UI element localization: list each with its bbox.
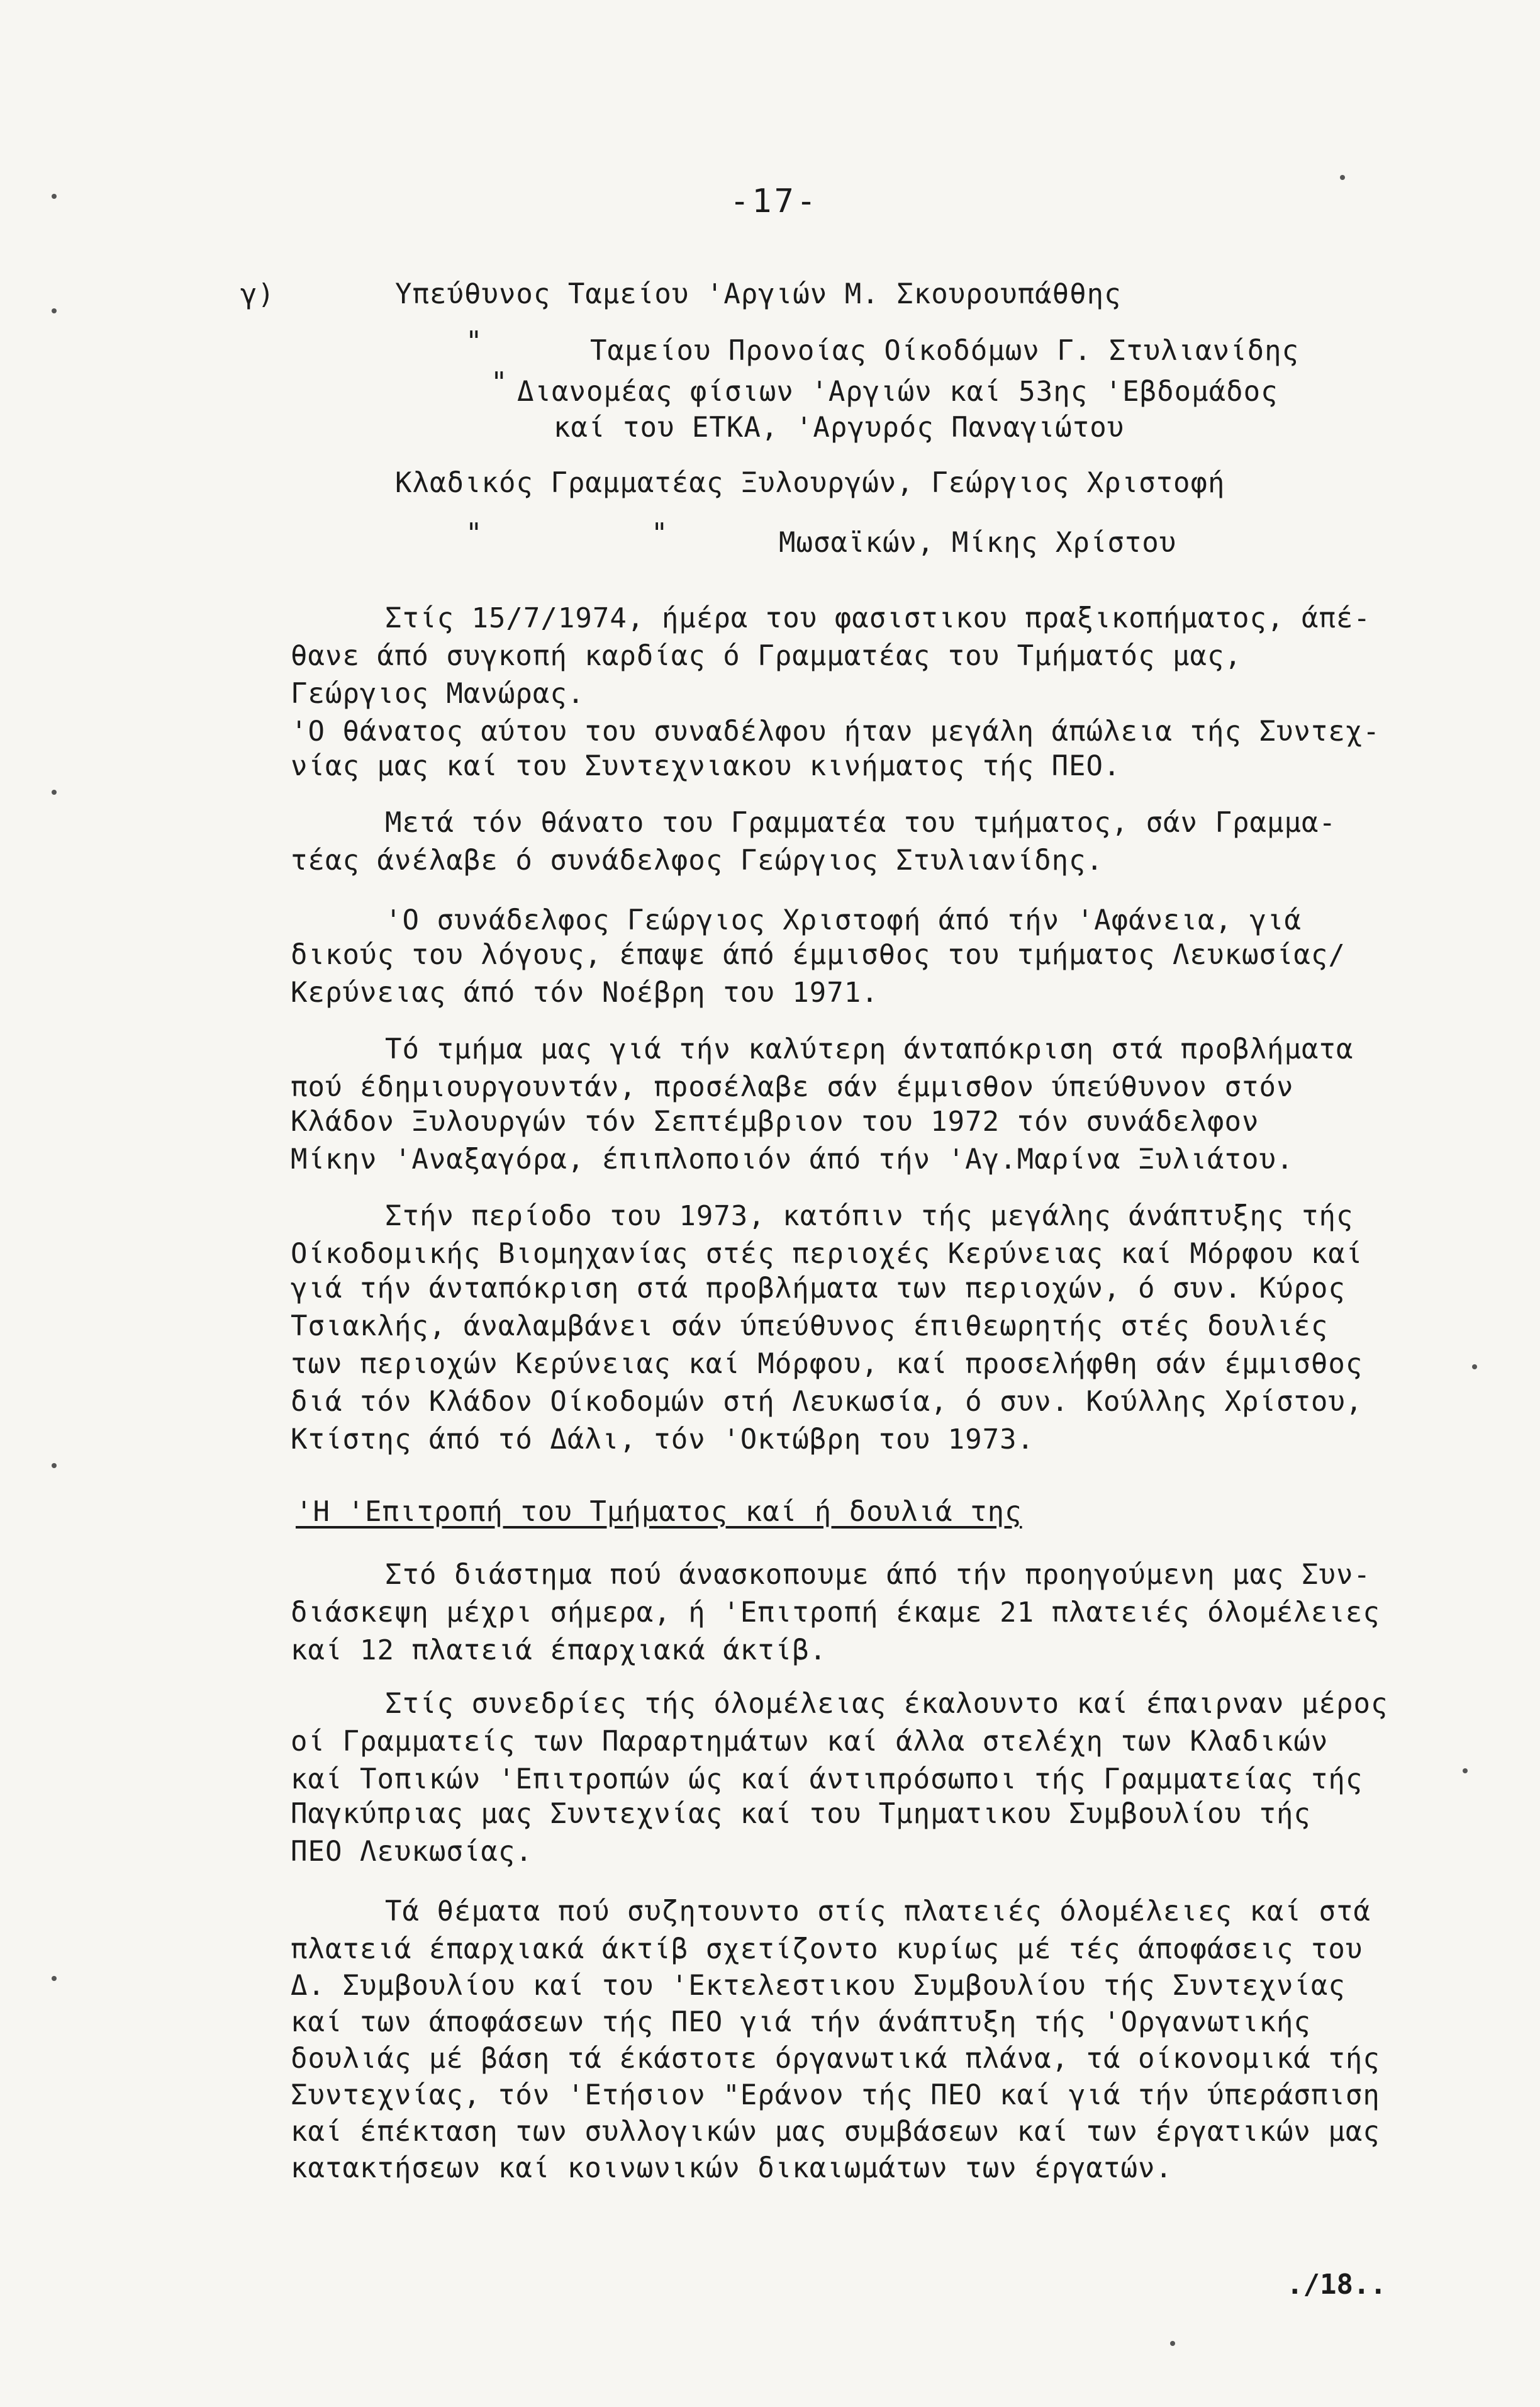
paragraph-line: καί των άποφάσεων τής ΠΕΟ γιά τήν άνάπτυξη τής 'Οργανωτικής <box>291 2006 1311 2038</box>
section-heading: 'Η 'Επιτροπή του Τμήματος καί ή δουλιά της <box>296 1496 1022 1528</box>
paragraph-line: των περιοχών Κερύνειας καί Μόρφου, καί προσελήφθη σάν έμμισθος <box>291 1348 1363 1380</box>
scan-speck <box>52 790 57 795</box>
paragraph-line: διά τόν Κλάδον Οίκοδομών στή Λευκωσία, ό συν. Κούλλης Χρίστου, <box>291 1386 1363 1418</box>
officers-row-6: Μωσαϊκών, Μίκης Χρίστου <box>779 527 1177 559</box>
paragraph-line: Κτίστης άπό τό Δάλι, τόν 'Οκτώβρη του 1973. <box>291 1423 1035 1456</box>
paragraph-line: τέας άνέλαβε ό συνάδελφος Γεώργιος Στυλιανίδης. <box>291 844 1104 877</box>
paragraph-line: γιά τήν άνταπόκριση στά προβλήματα των περιοχών, ό συν. Κύρος <box>291 1272 1346 1304</box>
ditto-mark: " <box>466 517 483 549</box>
paragraph-line: κατακτήσεων καί κοινωνικών δικαιωμάτων των έργατών. <box>291 2152 1173 2184</box>
paragraph-line: Τά θέματα πού συζητουντο στίς πλατειές όλομέλειες καί στά <box>385 1895 1371 1927</box>
paragraph-line: 'Ο συνάδελφος Γεώργιος Χριστοφή άπό τήν 'Αφάνεια, γιά <box>385 904 1302 936</box>
paragraph-line: Στό διάστημα πού άνασκοπουμε άπό τήν προηγούμενη μας Συν- <box>385 1559 1371 1591</box>
paragraph-line: νίας μας καί του Συντεχνιακου κινήματος τής ΠΕΟ. <box>291 750 1121 782</box>
officers-row-3: Διανομέας φίσιων 'Αργιών καί 53ης 'Εβδομάδος <box>517 376 1278 408</box>
paragraph-line: Τσιακλής, άναλαμβάνει σάν ύπεύθυνος έπιθεωρητής στές δουλιές <box>291 1310 1329 1342</box>
paragraph-line: καί 12 πλατειά έπαρχιακά άκτίβ. <box>291 1634 827 1666</box>
officers-row-5: Κλαδικός Γραμματέας Ξυλουργών, Γεώργιος Χριστοφή <box>395 467 1225 499</box>
page-number: -17- <box>730 182 819 220</box>
scan-speck <box>1463 1768 1468 1773</box>
scan-speck <box>1340 175 1345 180</box>
scan-speck <box>52 308 57 313</box>
paragraph-line: Παγκύπριας μας Συντεχνίας καί του Τμηματικου Συμβουλίου τής <box>291 1798 1311 1830</box>
ditto-mark: " <box>651 517 669 549</box>
scan-speck <box>1472 1364 1477 1369</box>
paragraph-line: δουλιάς μέ βάση τά έκάστοτε όργανωτικά πλάνα, τά οίκονομικά τής <box>291 2043 1380 2075</box>
paragraph-line: Τό τμήμα μας γιά τήν καλύτερη άνταπόκριση στά προβλήματα <box>385 1033 1354 1065</box>
paragraph-line: ΠΕΟ Λευκωσίας. <box>291 1836 533 1868</box>
scan-speck <box>1170 2341 1175 2346</box>
ditto-mark: " <box>491 366 508 398</box>
paragraph-line: καί έπέκταση των συλλογικών μας συμβάσεων καί των έργατικών μας <box>291 2116 1380 2148</box>
paragraph-line: διάσκεψη μέχρι σήμερα, ή 'Επιτροπή έκαμε 21 πλατειές όλομέλειες <box>291 1596 1380 1629</box>
paragraph-line: Μετά τόν θάνατο του Γραμματέα του τμήματος, σάν Γραμμα- <box>385 807 1336 839</box>
paragraph-line: Γεώργιος Μανώρας. <box>291 678 585 710</box>
scan-speck <box>52 1463 57 1468</box>
paragraph-line: 'Ο θάνατος αύτου του συναδέλφου ήταν μεγάλη άπώλεια τής Συντεχ- <box>291 715 1380 748</box>
officers-row-1: Υπεύθυνος Ταμείου 'Αργιών Μ. Σκουρουπάθθης <box>395 278 1122 310</box>
paragraph-line: πλατειά έπαρχιακά άκτίβ σχετίζοντο κυρίως μέ τές άποφάσεις του <box>291 1933 1363 1965</box>
paragraph-line: καί Τοπικών 'Επιτροπών ώς καί άντιπρόσωποι τής Γραμματείας τής <box>291 1763 1363 1795</box>
officers-row-4: καί του ΕΤΚΑ, 'Αργυρός Παναγιώτου <box>554 412 1125 444</box>
paragraph-line: Στίς 15/7/1974, ήμέρα του φασιστικου πραξικοπήματος, άπέ- <box>385 602 1371 634</box>
scan-speck <box>52 194 57 199</box>
paragraph-line: Δ. Συμβουλίου καί του 'Εκτελεστικου Συμβουλίου τής Συντεχνίας <box>291 1970 1346 2002</box>
paragraph-line: Συντεχνίας, τόν 'Ετήσιον "Εράνον τής ΠΕΟ καί γιά τήν ύπεράσπιση <box>291 2079 1380 2111</box>
paragraph-line: Οίκοδομικής Βιομηχανίας στές περιοχές Κερύνειας καί Μόρφου καί <box>291 1238 1363 1270</box>
paragraph-line: πού έδημιουργουντάν, προσέλαβε σάν έμμισθον ύπεύθυνον στόν <box>291 1071 1294 1103</box>
paragraph-line: Στίς συνεδρίες τής όλομέλειας έκαλουντο καί έπαιρναν μέρος <box>385 1688 1388 1720</box>
paragraph-line: οί Γραμματείς των Παραρτημάτων καί άλλα στελέχη των Κλαδικών <box>291 1725 1329 1758</box>
paragraph-line: Κλάδον Ξυλουργών τόν Σεπτέμβριον του 1972 τόν συνάδελφον <box>291 1106 1259 1138</box>
continuation-marker: ./18.. <box>1286 2269 1387 2301</box>
ditto-mark: " <box>466 325 483 357</box>
paragraph-line: δικούς του λόγους, έπαψε άπό έμμισθος του τμήματος Λευκωσίας/ <box>291 939 1346 971</box>
paragraph-line: θανε άπό συγκοπή καρδίας ό Γραμματέας του Τμήματός μας, <box>291 640 1242 672</box>
scan-speck <box>52 1976 57 1981</box>
officers-row-2: Ταμείου Προνοίας Οίκοδόμων Γ. Στυλιανίδης <box>590 335 1300 367</box>
officers-item-label: γ) <box>240 278 275 310</box>
paragraph-line: Κερύνειας άπό τόν Νοέβρη του 1971. <box>291 977 879 1009</box>
paragraph-line: Μίκην 'Αναξαγόρα, έπιπλοποιόν άπό τήν 'Αγ.Μαρίνα Ξυλιάτου. <box>291 1143 1294 1175</box>
paragraph-line: Στήν περίοδο του 1973, κατόπιν τής μεγάλης άνάπτυξης τής <box>385 1200 1354 1232</box>
